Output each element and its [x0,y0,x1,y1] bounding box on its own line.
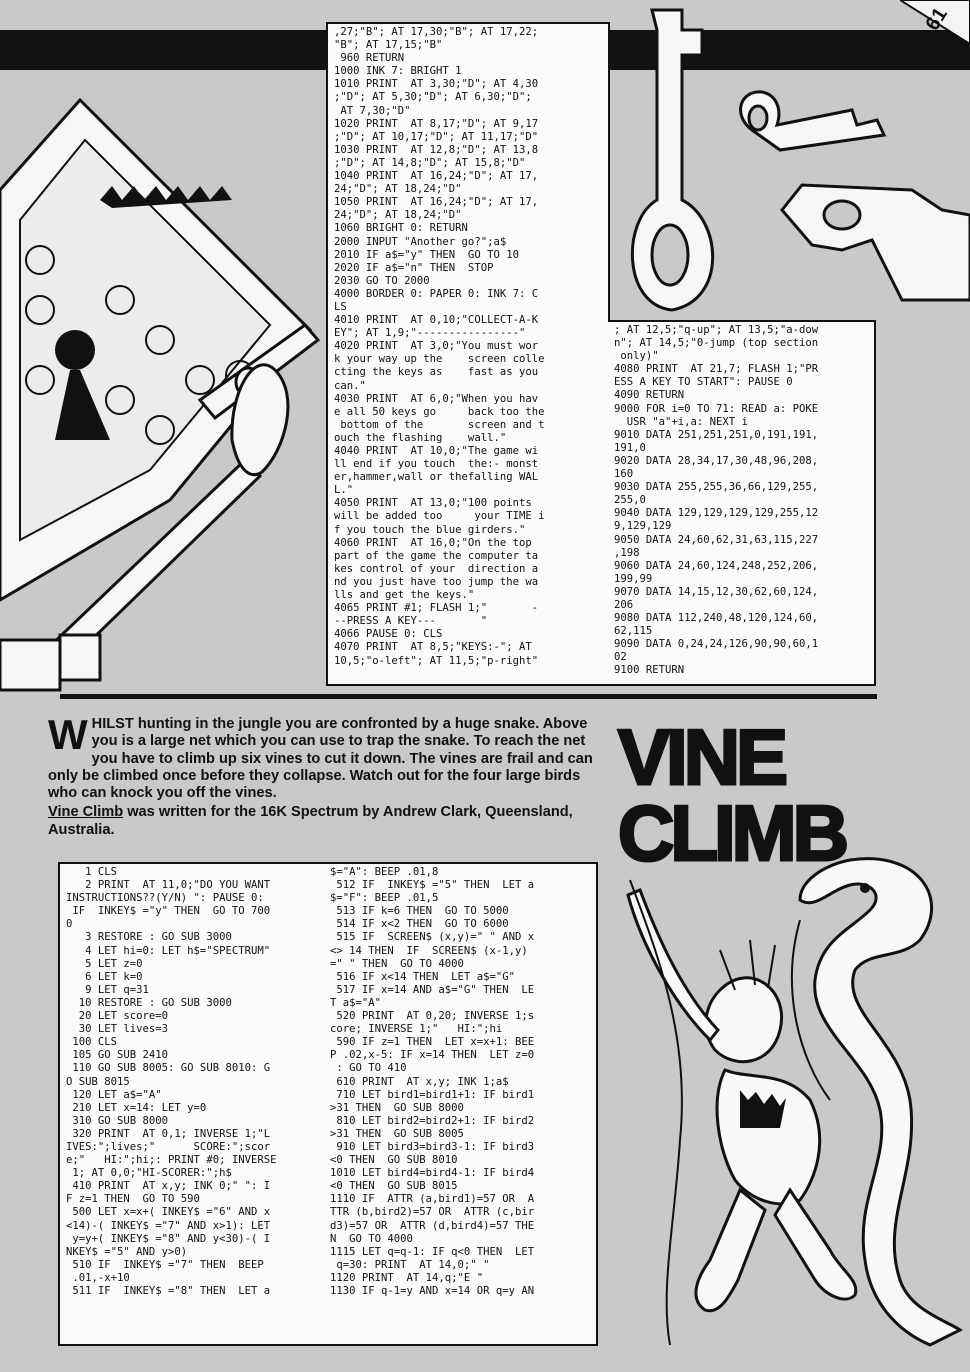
code-line: 9,129,129 [614,520,672,533]
code-column-right [330,866,534,1298]
credit-title: Vine Climb [48,804,124,821]
code-line: 9050 DATA 24,60,62,31,63,115,227 [614,533,819,546]
code-column [614,324,818,678]
code-line: 199,99 [614,572,653,585]
code-line: 910 LET bird3=bird3-1: IF bird3 [330,1140,535,1153]
code-line: AT 7,30;"D" [334,104,411,117]
code-line: ; AT 12,5;"q-up"; AT 13,5;"a-dow [614,324,819,336]
code-line: 520 PRINT AT 0,20; INVERSE 1;s [330,1010,535,1023]
code-line: only)" [614,350,659,363]
code-line: 9060 DATA 24,60,124,248,252,206, [614,559,819,572]
code-line: er,hammer,wall or thefalling WAL [334,471,539,484]
code-line: N GO TO 4000 [330,1232,413,1245]
code-line: 2030 GO TO 2000 [334,274,430,287]
code-line: NKEY$ ="5" AND y>0) [66,1245,188,1258]
drop-cap: W [48,711,88,758]
code-line: 1060 BRIGHT 0: RETURN [334,222,468,235]
code-line: ;"D"; AT 14,8;"D"; AT 15,8;"D" [334,156,526,169]
code-listing-vine-climb [58,862,598,1346]
code-line: 20 LET score=0 [66,1010,169,1023]
code-line: bottom of the screen and t [334,418,545,431]
code-line: 9 LET q=31 [66,983,149,996]
code-line: 515 IF SCREEN$ (x,y)=" " AND x [330,931,535,944]
code-line: 2 PRINT AT 11,0;"DO YOU WANT [66,879,271,892]
code-line: 191,0 [614,441,646,454]
section-divider [60,694,877,699]
code-line: ;"D"; AT 10,17;"D"; AT 11,17;"D" [334,130,539,143]
code-line: >31 THEN GO SUB 8000 [330,1101,464,1114]
code-listing-top-right [608,320,876,686]
code-line: 320 PRINT AT 0,1; INVERSE 1;"L [66,1127,271,1140]
code-line: 2000 INPUT "Another go?";a$ [334,235,507,248]
code-line: 9090 DATA 0,24,24,126,90,90,60,1 [614,638,819,651]
code-line: can." [334,379,366,392]
code-line: 1040 PRINT AT 16,24;"D"; AT 17, [334,170,539,183]
code-line: 2020 IF a$="n" THEN STOP [334,261,494,274]
code-line: ll end if you touch the:- monst [334,458,539,471]
credit-text: was written for the 16K Spectrum by Andrew Clark, Queensland, Australia. [48,804,573,838]
code-line: 0 [66,918,73,931]
code-line: INSTRUCTIONS??(Y/N) ": PAUSE 0: [66,892,264,905]
code-line: 1; AT 0,0;"HI-SCORER:";h$ [66,1167,232,1180]
code-line: 5 LET z=0 [66,957,143,970]
code-line: 9000 FOR i=0 TO 71: READ a: POKE [614,402,819,415]
code-line: 516 IF x<14 THEN LET a$="G" [330,970,515,983]
code-line: $="A": BEEP .01,8 [330,866,439,878]
code-line: 512 IF INKEY$ ="5" THEN LET a [330,879,535,892]
code-line: ;"D"; AT 5,30;"D"; AT 6,30;"D"; [334,91,532,104]
padlock-key-illustration [0,80,330,700]
code-line: 4030 PRINT AT 6,0;"When you hav [334,392,539,405]
code-line: 514 IF x<2 THEN GO TO 6000 [330,918,509,931]
code-line: 590 IF z=1 THEN LET x=x+1: BEE [330,1036,535,1049]
code-column-left [66,866,276,1298]
code-line: EY"; AT 1,9;"----------------" [334,327,526,340]
code-line: 110 GO SUB 8005: GO SUB 8010: G [66,1062,271,1075]
code-line: f you touch the blue girders." [334,523,526,536]
code-line: F z=1 THEN GO TO 590 [66,1193,200,1206]
code-line: 960 RETURN [334,52,405,65]
code-line: --PRESS A KEY--- " [334,615,488,628]
code-line: cting the keys as fast as you [334,366,539,379]
keys-illustration [612,0,970,322]
code-line: 10,5;"o-left"; AT 11,5;"p-right" [334,654,539,667]
code-line: n"; AT 14,5;"0-jump (top section [614,337,819,350]
code-line: 2010 IF a$="y" THEN GO TO 10 [334,248,519,261]
code-line: e all 50 keys go back too the [334,405,545,418]
code-line: 6 LET k=0 [66,970,143,983]
code-line: 1130 IF q-1=y AND x=14 OR q=y AN [330,1285,535,1297]
code-line: 511 IF INKEY$ ="8" THEN LET a [66,1285,271,1297]
code-line: 1 CLS [66,866,118,878]
code-line: 9070 DATA 14,15,12,30,62,60,124, [614,585,819,598]
code-line: 9040 DATA 129,129,129,129,255,12 [614,507,819,520]
code-line: <0 THEN GO SUB 8010 [330,1154,458,1167]
code-line: 105 GO SUB 2410 [66,1049,169,1062]
code-line: 3 RESTORE : GO SUB 3000 [66,931,232,944]
code-line: 1050 PRINT AT 16,24;"D"; AT 17, [334,196,539,209]
code-line: 62,115 [614,625,653,638]
code-line: kes control of your direction a [334,562,539,575]
code-line: ESS A KEY TO START": PAUSE 0 [614,376,793,389]
code-line: 4090 RETURN [614,389,685,402]
code-line: 1120 PRINT AT 14,q;"E " [330,1271,484,1284]
code-line: "B"; AT 17,15;"B" [334,39,443,52]
code-line: 4020 PRINT AT 3,0;"You must wor [334,340,539,353]
code-line: 4000 BORDER 0: PAPER 0: INK 7: C [334,287,539,300]
code-line: 1010 PRINT AT 3,30;"D"; AT 4,30 [334,78,539,91]
code-line: T a$="A" [330,996,382,1009]
code-line: 210 LET x=14: LET y=0 [66,1101,207,1114]
code-line: 24;"D"; AT 18,24;"D" [334,209,462,222]
code-line: core; INVERSE 1;" HI:";hi [330,1023,503,1036]
code-line: 610 PRINT AT x,y; INK 1;a$ [330,1075,509,1088]
code-listing-top-left [326,22,610,686]
code-line: 9020 DATA 28,34,17,30,48,96,208, [614,454,819,467]
code-line: 02 [614,651,627,664]
intro-text: hunting in the jungle you are confronted by a huge snake. Above you is a large net which you can use to trap the snake. To reach the net you have to climb up six vines to cut it down. The vines are frail and can only be climbed once before they collapse. Watch out for the four large birds who can knock you off the vines. [48,716,593,802]
code-line: 4 LET hi=0: LET h$="SPECTRUM" [66,944,271,957]
code-line: 255,0 [614,494,646,507]
code-line: 1000 INK 7: BRIGHT 1 [334,65,462,78]
title-vine: VINE [618,713,785,801]
code-line: 206 [614,598,634,611]
code-line: <> 14 THEN IF SCREEN$ (x-1,y) [330,944,528,957]
code-line: 1115 LET q=q-1: IF q<0 THEN LET [330,1245,535,1258]
code-line: 710 LET bird1=bird1+1: IF bird1 [330,1088,535,1101]
code-line: lls and get the keys." [334,589,475,602]
code-line: 410 PRINT AT x,y; INK 0;" ": I [66,1180,271,1193]
code-line: L." [334,484,354,497]
code-line: 100 CLS [66,1036,118,1049]
code-column [334,26,544,668]
article-intro [48,711,596,839]
code-line: d3)=57 OR ATTR (d,bird4)=57 THE [330,1219,535,1232]
code-line: 4065 PRINT #1; FLASH 1;" - [334,602,539,615]
code-line: k your way up the screen colle [334,353,545,366]
code-line: 1030 PRINT AT 12,8;"D"; AT 13,8 [334,143,539,156]
code-line: 24;"D"; AT 18,24;"D" [334,183,462,196]
code-line: 4060 PRINT AT 16,0;"On the top [334,536,532,549]
code-line: 9030 DATA 255,255,36,66,129,255, [614,481,819,494]
code-line: 120 LET a$="A" [66,1088,162,1101]
title-climb: CLIMB [618,789,845,872]
code-line: 4050 PRINT AT 13,0;"100 points [334,497,532,510]
snake-climber-illustration [600,840,970,1350]
code-line: 513 IF k=6 THEN GO TO 5000 [330,905,509,918]
code-line: : GO TO 410 [330,1062,407,1075]
code-line: TTR (b,bird2)=57 OR ATTR (c,bir [330,1206,535,1219]
code-line: 510 IF INKEY$ ="7" THEN BEEP [66,1258,264,1271]
code-line: LS [334,300,347,313]
code-line: q=30: PRINT AT 14,0;" " [330,1258,490,1271]
intro-first-word: HILST [91,716,134,732]
code-line: =" " THEN GO TO 4000 [330,957,464,970]
code-line: IF INKEY$ ="y" THEN GO TO 700 [66,905,271,918]
code-line: P .02,x-5: IF x=14 THEN LET z=0 [330,1049,535,1062]
code-line: 500 LET x=x+( INKEY$ ="6" AND x [66,1206,271,1219]
code-line: 1020 PRINT AT 8,17;"D"; AT 9,17 [334,117,539,130]
code-line: 30 LET lives=3 [66,1023,169,1036]
code-line: ,27;"B"; AT 17,30;"B"; AT 17,22; [334,26,539,38]
code-line: 810 LET bird2=bird2+1: IF bird2 [330,1114,535,1127]
page-number: 61 [921,3,952,35]
code-line: <14)-( INKEY$ ="7" AND x>1): LET [66,1219,271,1232]
code-line: $="F": BEEP .01,5 [330,892,439,905]
code-line: O SUB 8015 [66,1075,130,1088]
code-line: y=y+( INKEY$ ="8" AND y<30)-( I [66,1232,271,1245]
code-line: 4040 PRINT AT 10,0;"The game wi [334,445,539,457]
code-line: 4080 PRINT AT 21,7; FLASH 1;"PR [614,363,819,376]
code-line: nd you just have too jump the wa [334,575,539,588]
code-line: ,198 [614,546,640,559]
code-line: ouch the flashing wall." [334,431,507,444]
code-line: 160 [614,468,634,481]
code-line: USR "a"+i,a: NEXT i [614,415,748,428]
code-line: 1010 LET bird4=bird4-1: IF bird4 [330,1167,535,1180]
code-line: 4010 PRINT AT 0,10;"COLLECT-A-K [334,314,539,327]
code-line: 4070 PRINT AT 8,5;"KEYS:-"; AT [334,641,532,654]
code-line: 4066 PAUSE 0: CLS [334,628,443,641]
code-line: >31 THEN GO SUB 8005 [330,1127,464,1140]
code-line: IVES:";lives;" SCORE:";scor [66,1140,271,1153]
code-line: 9100 RETURN [614,664,685,677]
code-line: 10 RESTORE : GO SUB 3000 [66,996,232,1009]
code-line: <0 THEN GO SUB 8015 [330,1180,458,1193]
code-line: e;" HI:";hi;: PRINT #0; INVERSE [66,1154,277,1167]
code-line: will be added too your TIME i [334,510,545,523]
code-line: 9080 DATA 112,240,48,120,124,60, [614,612,819,625]
code-line: .01,-x+10 [66,1271,130,1284]
code-line: 517 IF x=14 AND a$="G" THEN LE [330,983,535,996]
code-line: part of the game the computer ta [334,549,539,562]
code-line: 310 GO SUB 8000 [66,1114,169,1127]
article-credit [48,804,596,839]
code-line: 1110 IF ATTR (a,bird1)=57 OR A [330,1193,535,1206]
code-line: 9010 DATA 251,251,251,0,191,191, [614,428,819,441]
